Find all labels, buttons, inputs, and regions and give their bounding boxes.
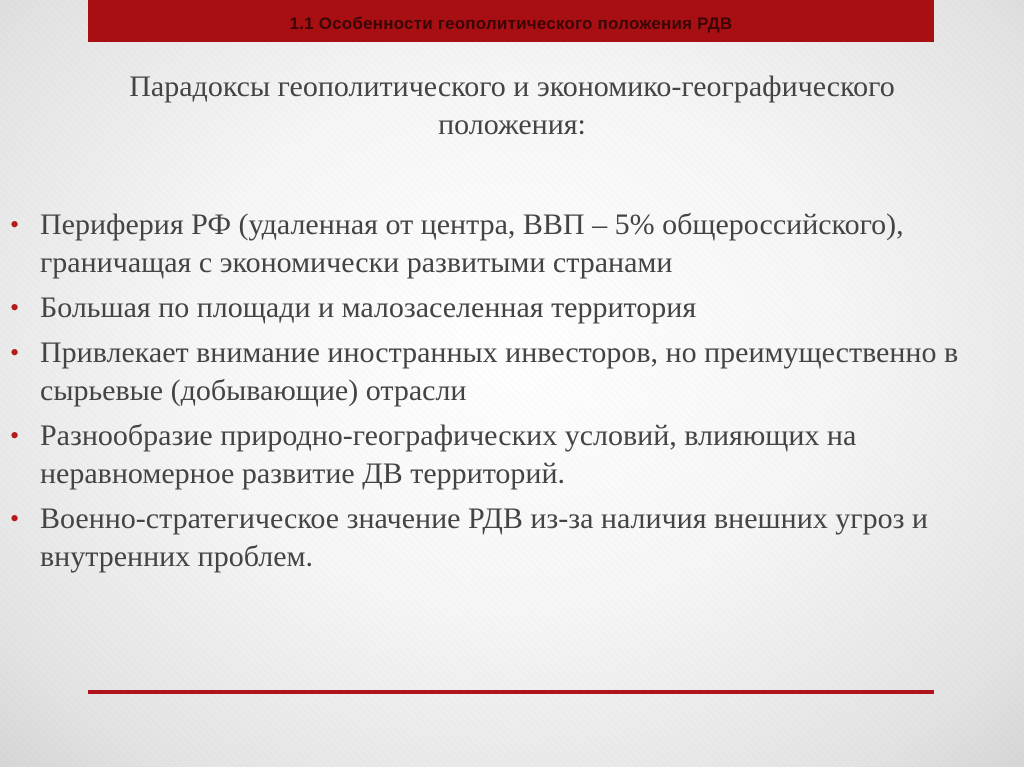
bullet-dot-icon: • <box>10 338 20 367</box>
bullet-text: Разнообразие природно-географических условий, влияющих на неравномерное развитие ДВ территорий. <box>40 419 857 490</box>
subtitle-line-1: Парадоксы геополитического и экономико-географического <box>129 70 895 103</box>
slide-subtitle <box>60 68 964 144</box>
subtitle-line-2: положения: <box>438 108 586 141</box>
bullet-dot-icon: • <box>10 210 20 239</box>
bullet-text: Большая по площади и малозаселенная территория <box>40 291 697 324</box>
bullet-dot-icon: • <box>10 293 20 322</box>
bullet-list <box>10 206 995 583</box>
bullet-dot-icon: • <box>10 504 20 533</box>
bullet-item <box>10 500 995 576</box>
bullet-item <box>10 206 995 282</box>
bullet-item <box>10 417 995 493</box>
bullet-item <box>10 289 995 327</box>
bullet-dot-icon: • <box>10 421 20 450</box>
bullet-text: Периферия РФ (удаленная от центра, ВВП – 5% общероссийского), граничащая с экономически развитыми странами <box>40 208 904 279</box>
slide-title: 1.1 Особенности геополитического положения РДВ <box>289 14 733 33</box>
title-band <box>88 0 934 42</box>
bottom-divider <box>88 690 934 694</box>
bullet-text: Военно-стратегическое значение РДВ из-за наличия внешних угроз и внутренних проблем. <box>40 502 928 573</box>
bullet-item <box>10 334 995 410</box>
bullet-text: Привлекает внимание иностранных инвесторов, но преимущественно в сырьевые (добывающие) отрасли <box>40 336 959 407</box>
